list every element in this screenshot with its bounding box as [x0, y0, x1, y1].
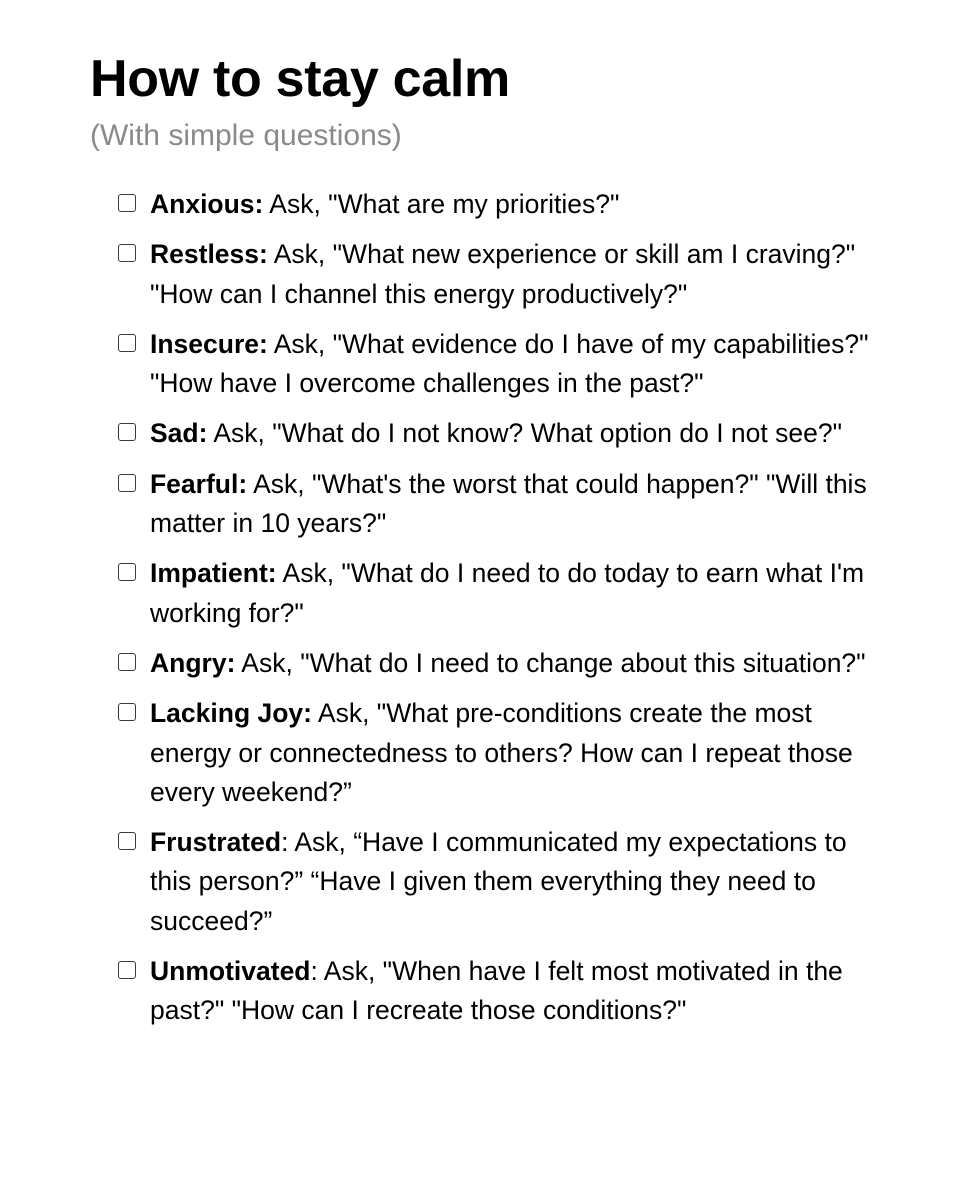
item-text: Ask, "What do I need to do today to earn what I'm working for?" [150, 558, 865, 628]
checklist-item-lacking-joy [118, 694, 878, 812]
item-label: Anxious: [150, 189, 264, 219]
checkbox[interactable] [118, 961, 136, 979]
item-text: : Ask, "When have I felt most motivated in the past?" "How can I recreate those conditions?" [150, 956, 843, 1026]
checklist-item-insecure [118, 325, 878, 404]
item-text: Ask, "What evidence do I have of my capabilities?" "How have I overcome challenges in the past?" [150, 328, 869, 399]
item-text: Ask, "What do I need to change about this situation?" [235, 647, 866, 678]
checklist-item-unmotivated [118, 952, 878, 1031]
item-text: Ask, "What do I not know? What option do I not see?" [207, 418, 843, 449]
item-label: Unmotivated [150, 956, 311, 987]
checklist-item-fearful [118, 465, 878, 544]
checkbox[interactable] [118, 653, 136, 671]
item-text: Ask, "What are my priorities?" [263, 189, 620, 219]
checkbox[interactable] [118, 423, 136, 441]
item-text: Ask, "What's the worst that could happen?" "Will this matter in 10 years?" [150, 468, 867, 539]
item-label: Restless: [150, 239, 268, 270]
checkbox[interactable] [118, 334, 136, 352]
checkbox[interactable] [118, 832, 136, 850]
item-text: Ask, "What new experience or skill am I craving?" "How can I channel this energy productively?" [150, 239, 856, 309]
item-label: Frustrated [150, 827, 282, 858]
checkbox[interactable] [118, 703, 136, 721]
item-label: Sad: [150, 418, 208, 449]
checklist-item-frustrated [118, 823, 878, 941]
checklist-item-sad [118, 414, 878, 453]
checkbox[interactable] [118, 474, 136, 492]
calm-checklist [118, 185, 878, 1042]
item-text: Ask, "What pre-conditions create the most energy or connectedness to others? How can I repeat those every weekend?” [150, 698, 853, 807]
item-label: Angry: [150, 647, 236, 678]
page-subtitle: (With simple questions) [90, 119, 402, 152]
item-label: Lacking Joy: [150, 698, 312, 729]
checkbox[interactable] [118, 194, 136, 212]
item-label: Fearful: [150, 468, 248, 499]
checkbox[interactable] [118, 563, 136, 581]
checklist-item-impatient [118, 554, 878, 633]
item-text: : Ask, “Have I communicated my expectations to this person?” “Have I given them everything they need to succeed?” [150, 827, 847, 936]
checklist-item-anxious [118, 185, 878, 224]
checklist-item-restless [118, 235, 878, 314]
item-label: Insecure: [150, 328, 268, 359]
item-label: Impatient: [150, 558, 277, 589]
checklist-item-angry [118, 644, 878, 683]
page-title: How to stay calm [90, 50, 510, 108]
checkbox[interactable] [118, 244, 136, 262]
